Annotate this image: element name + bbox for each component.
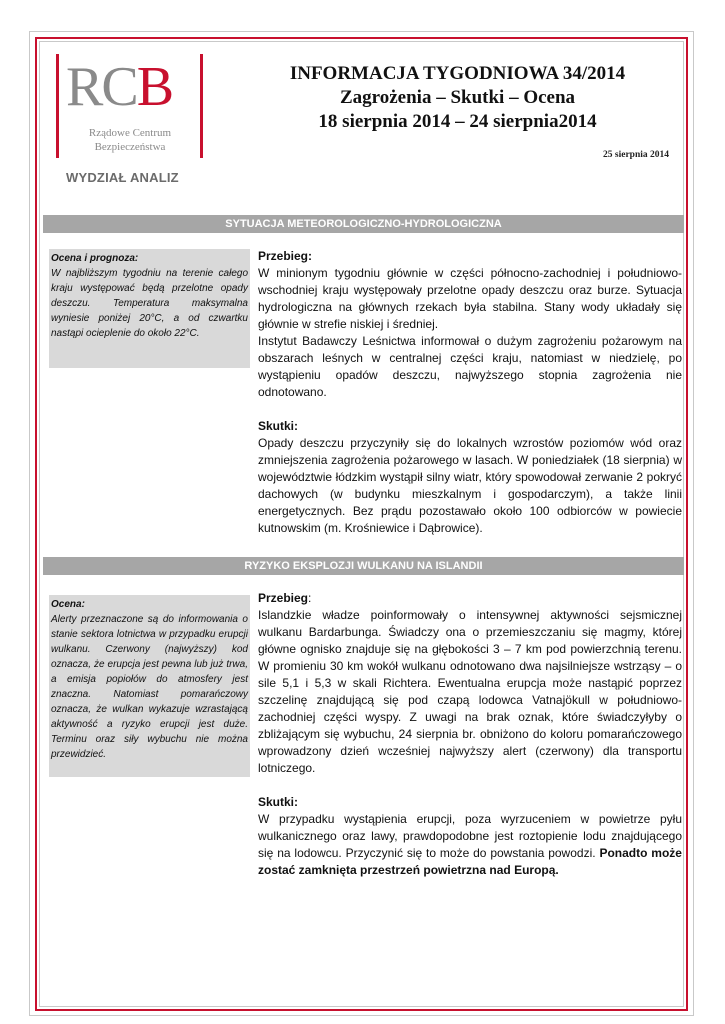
section-volcano-content (258, 590, 682, 879)
volcano-skutki-paragraph (258, 811, 682, 879)
sidebox-assessment (49, 595, 250, 777)
logo-letters-rc: RC (66, 56, 137, 118)
przebieg-paragraph-2: Instytut Badawczy Leśnictwa informował o dużym zagrożeniu pożarowym na obszarach leśnych w centralnej części kraju, natomiast w niedzielę, po wystąpieniu opadów deszczu, najwyższego stopnia zagrożenia nie odnotowano. (258, 334, 682, 399)
section-header-meteo: SYTUACJA METEOROLOGICZNO-HYDROLOGICZNA (43, 215, 684, 233)
skutki-label: Skutki: (258, 419, 299, 433)
sidebox-forecast-heading: Ocena i prognoza: (51, 253, 139, 264)
logo-subtitle (64, 126, 196, 154)
title-line-3: 18 sierpnia 2014 – 24 sierpnia2014 (318, 111, 597, 132)
rcb-logo (56, 54, 206, 164)
volcano-skutki-text: W przypadku wystąpienia erupcji, poza wyrzuceniem w powietrze pyłu wulkanicznego oraz lawy, prawdopodobne jest roztopienie lodu znajdującego się na lodowcu. Przyczynić się to może do powstania powodzi. (258, 812, 682, 860)
title-line-1: INFORMACJA TYGODNIOWA 34/2014 (289, 63, 626, 84)
logo-letter-b: B (136, 56, 173, 118)
przebieg-label: Przebieg: (258, 249, 313, 263)
document-title (235, 62, 680, 134)
przebieg-paragraph-1: W minionym tygodniu głównie w części północno-zachodniej i południowo-wschodniej kraju występowały przelotne opady deszczu oraz burze. Sytuacja hydrologiczna na głównych rzekach była stabilna. Stany wody układały się głównie w strefie niskiej i średniej. (258, 266, 682, 331)
przebieg-label-2: Przebieg (258, 591, 309, 605)
section-meteo-content (258, 248, 682, 537)
przebieg-label-line (258, 590, 682, 607)
volcano-przebieg-paragraph: Islandzkie władze poinformowały o intensywnej aktywności sejsmicznej wulkanu Bardarbunga. Świadczy ona o przemieszczaniu się magmy, której główne ognisko znajduje się na głębokości 3 – 7 km pod powierzchnią terenu. W promieniu 30 km wokół wulkanu odnotowano dwa najsilniejsze wstrząsy – o sile 5,1 i 5,3 w skali Richtera. Ewentualna erupcja może nastąpić poprzez szczelinę znajdującą się pod czapą lodowca Vatnajökull w południowo-zachodniej części wyspy. Z uwagi na brak oznak, które świadczyłyby o zbliżającym się wybuchu, 24 sierpnia br. obniżono do koloru pomarańczowego wprowadzony dzień wcześniej najwyższy alert (czerwony) dla transportu lotniczego. (258, 608, 682, 775)
logo-subtitle-line2: Bezpieczeństwa (94, 141, 166, 153)
volcano-skutki-bold: Ponadto może zostać zamknięta przestrzeń powietrzna nad Europą. (258, 846, 682, 877)
sidebox-forecast-text: W najbliższym tygodniu na terenie całego kraju występować będą przelotne opady deszczu. Temperatura maksymalna wyniesie poniżej 20°C, a od czwartku nastąpi ocieplenie do około 22°C. (51, 268, 248, 339)
title-line-2: Zagrożenia – Skutki – Ocena (339, 87, 576, 108)
logo-red-bar-left (56, 54, 59, 158)
logo-letters (66, 56, 172, 118)
section-header-volcano: RYZYKO EKSPLOZJI WULKANU NA ISLANDII (43, 557, 684, 575)
logo-subtitle-line1: Rządowe Centrum (88, 127, 172, 139)
sidebox-assessment-text: Alerty przeznaczone są do informowania o stanie sektora lotnictwa w przypadku erupcji wulkanu. Czerwony (najwyższy) kod oznacza, że erupcja jest pewna lub już trwa, a emisja popiołów do atmosfery jest znaczna. Natomiast pomarańczowy oznacza, że wulkan wykazuje wzrastającą aktywność a ryzyko erupcji jest duże. Terminu oraz siły wybuchu nie można przewidzieć. (51, 614, 248, 760)
sidebox-assessment-heading: Ocena: (51, 599, 85, 610)
skutki-paragraph: Opady deszczu przyczyniły się do lokalnych wzrostów poziomów wód oraz zmniejszenia zagrożenia pożarowego w lasach. W poniedziałek (18 sierpnia) w województwie łódzkim wystąpił silny wiatr, który spowodował zerwanie 2 pokryć dachowych (w budynku mieszkalnym i gospodarczym), a także linii energetycznych. Bez prądu pozostawało około 100 odbiorców w powiecie kutnowskim (m. Krośniewice i Dąbrowice). (258, 436, 682, 535)
logo-red-bar-right (200, 54, 203, 158)
department-name: WYDZIAŁ ANALIZ (66, 170, 179, 185)
przebieg-colon: : (308, 591, 312, 605)
publication-date: 25 sierpnia 2014 (603, 150, 669, 160)
sidebox-forecast (49, 249, 250, 368)
skutki-label-2: Skutki: (258, 795, 299, 809)
